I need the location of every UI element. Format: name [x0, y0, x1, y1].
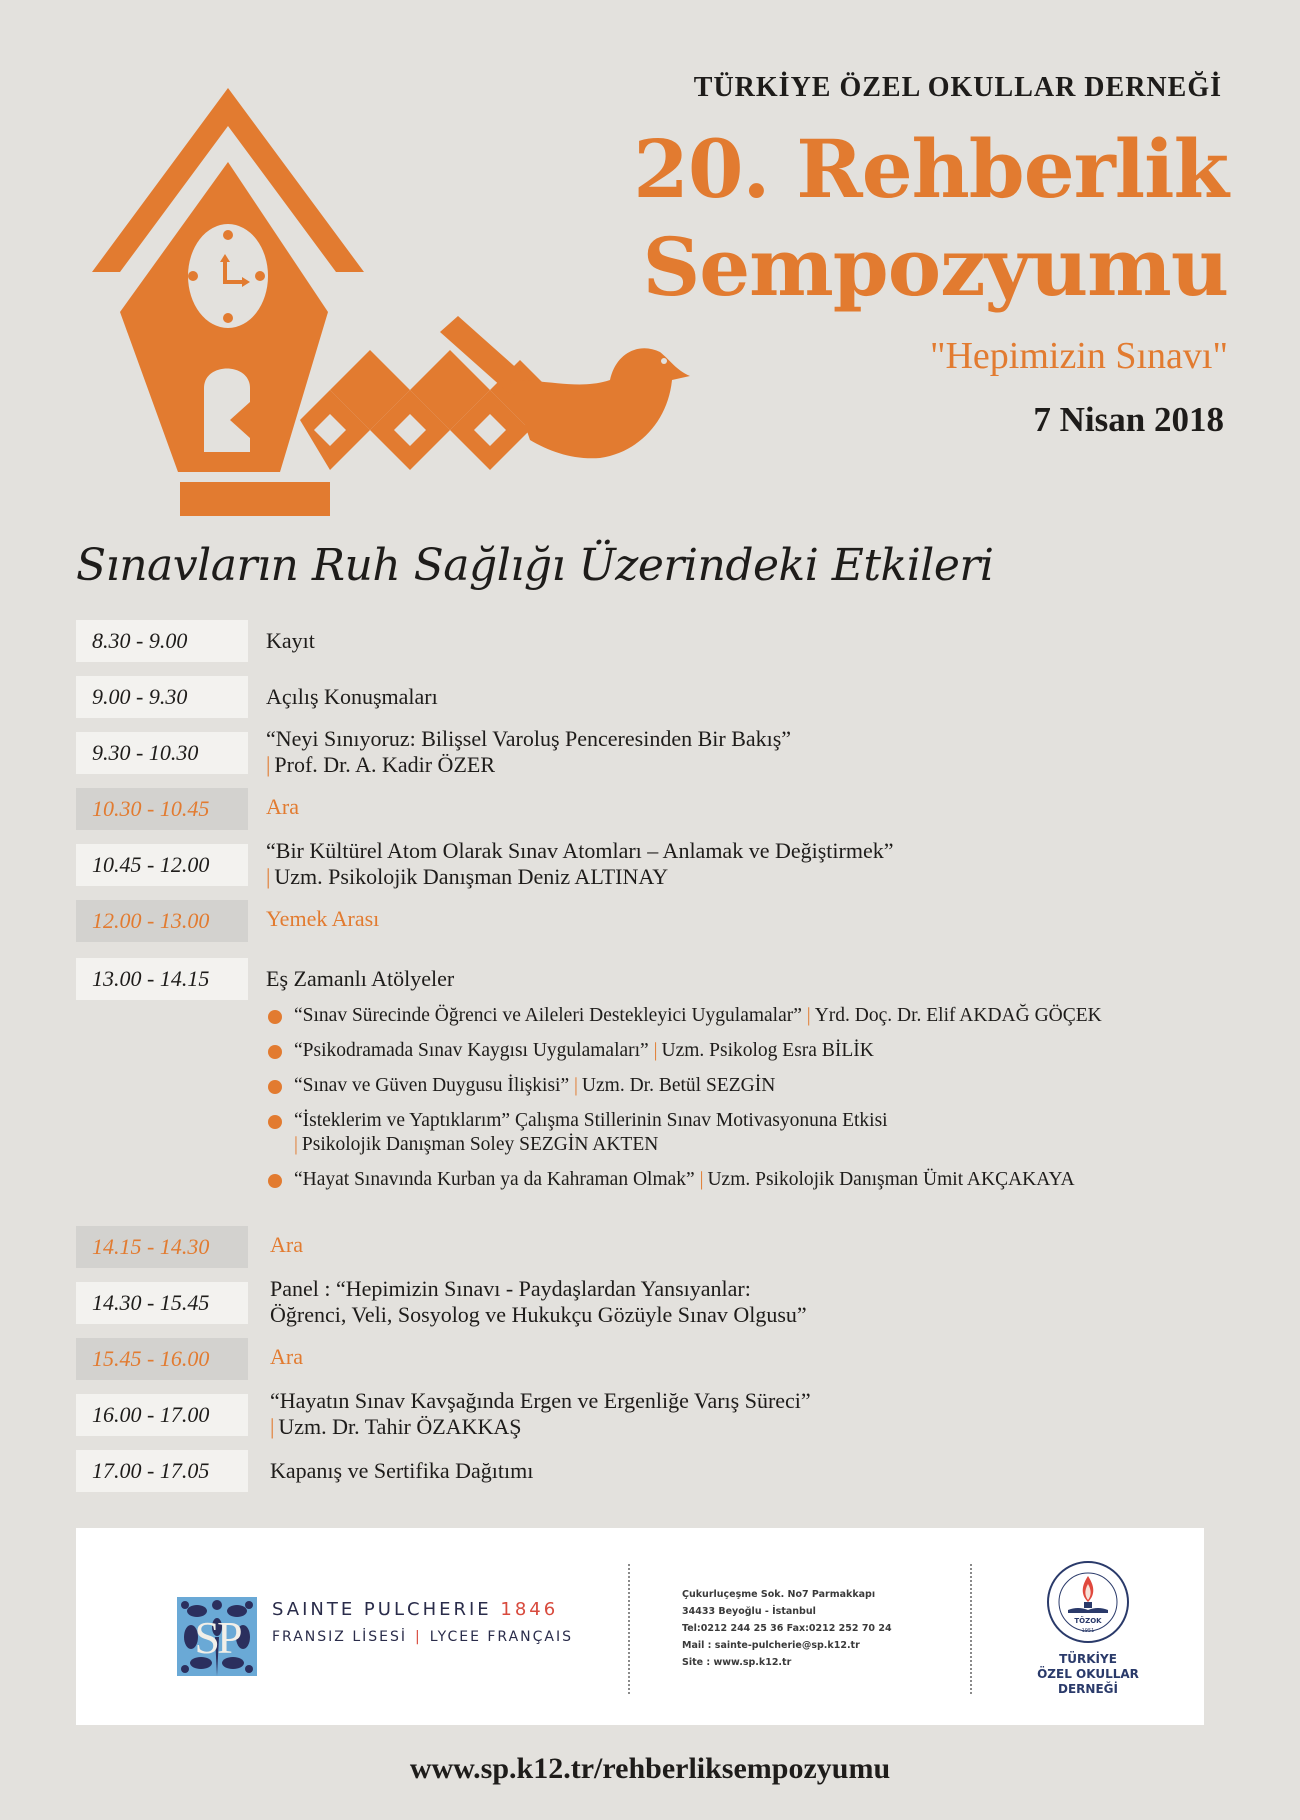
workshop-title: “Sınav Sürecinde Öğrenci ve Aileleri Destekleyici Uygulamalar” [294, 1005, 802, 1026]
time-slot: 9.00 - 9.30 [76, 676, 248, 718]
session-title: “Bir Kültürel Atom Olarak Sınav Atomları – Anlamak ve Değiştirmek” [266, 838, 894, 863]
address-line-1: Çukurluçeşme Sok. No7 Parmakkapı [682, 1589, 876, 1600]
session-speaker [266, 864, 893, 890]
tozok-name [1006, 1652, 1170, 1697]
session-title: Eş Zamanlı Atölyeler [266, 966, 455, 991]
workshop-item [268, 1074, 775, 1098]
workshop-item [268, 1004, 1102, 1028]
site: Site : www.sp.k12.tr [682, 1657, 792, 1668]
time-slot: 10.30 - 10.45 [76, 788, 248, 830]
session-title: “Hayatın Sınav Kavşağında Ergen ve Ergenliğe Varış Süreci” [270, 1388, 811, 1413]
separator: | [294, 1134, 298, 1155]
session-description [266, 726, 791, 778]
speaker-name: Prof. Dr. A. Kadir ÖZER [274, 752, 495, 777]
title-line-2: Sempozyumu [642, 220, 1228, 314]
break-title: Ara [266, 794, 299, 819]
time-slot: 12.00 - 13.00 [76, 900, 248, 942]
workshop-speaker: Psikolojik Danışman Soley SEZGİN AKTEN [301, 1134, 659, 1155]
school-sub-right: LYCEE FRANÇAIS [429, 1629, 573, 1645]
workshop-speaker: Uzm. Dr. Betül SEZGİN [581, 1075, 776, 1096]
speaker-name: Uzm. Psikolojik Danışman Deniz ALTINAY [274, 864, 669, 889]
workshop-speaker-line [294, 1133, 888, 1157]
time-slot: 13.00 - 14.15 [76, 958, 248, 1000]
tozok-year: 1951 [1081, 1628, 1095, 1634]
session-title: Açılış Konuşmaları [266, 684, 438, 709]
bullet-icon [268, 1010, 282, 1024]
session-title: Kayıt [266, 628, 315, 653]
bullet-icon [268, 1080, 282, 1094]
workshop-item [268, 1168, 1075, 1192]
school-subtitle [272, 1629, 573, 1645]
tozok-line-2: ÖZEL OKULLAR DERNEĞİ [1037, 1667, 1139, 1696]
time-slot: 14.30 - 15.45 [76, 1282, 248, 1324]
birdhouse-illustration [80, 80, 800, 530]
section-title: Sınavların Ruh Sağlığı Üzerindeki Etkileri [76, 540, 994, 591]
organization-title: TÜRKİYE ÖZEL OKULLAR DERNEĞİ [693, 72, 1222, 103]
separator: | [806, 1005, 811, 1026]
school-name [272, 1599, 558, 1620]
session-speaker [270, 1414, 811, 1440]
session-description [266, 838, 893, 890]
separator: | [574, 1075, 578, 1096]
tozok-line-1: TÜRKİYE [1059, 1652, 1117, 1666]
workshop-speaker: Yrd. Doç. Dr. Elif AKDAĞ GÖÇEK [814, 1005, 1102, 1026]
separator: | [415, 1629, 422, 1645]
separator: | [266, 864, 271, 889]
divider [628, 1564, 630, 1694]
break-title: Ara [270, 1232, 303, 1257]
workshop-title: “İsteklerim ve Yaptıklarım” Çalışma Stillerinin Sınav Motivasyonuna Etkisi [294, 1110, 888, 1131]
tozok-seal-icon [1046, 1560, 1130, 1644]
session-speaker [266, 752, 791, 778]
session-description [270, 1388, 811, 1440]
session-description [270, 1276, 807, 1328]
workshop-item [268, 1109, 888, 1157]
bullet-icon [268, 1045, 282, 1059]
workshop-title: “Psikodramada Sınav Kaygısı Uygulamaları” [294, 1040, 649, 1061]
workshop-title: “Sınav ve Güven Duygusu İlişkisi” [294, 1075, 570, 1096]
workshop-item [268, 1039, 874, 1063]
website-link[interactable]: www.sp.k12.tr/rehberliksempozyumu [409, 1752, 891, 1785]
time-slot: 14.15 - 14.30 [76, 1226, 248, 1268]
session-title: Panel : “Hepimizin Sınavı - Paydaşlardan Yansıyanlar: [270, 1276, 751, 1301]
time-slot: 16.00 - 17.00 [76, 1394, 248, 1436]
school-sub-left: FRANSIZ LİSESİ [272, 1629, 407, 1645]
symposium-subtitle: "Hepimizin Sınavı" [929, 335, 1228, 377]
bird-icon [510, 348, 690, 458]
session-title-line-2: Öğrenci, Veli, Sosyolog ve Hukukçu Gözüyle Sınav Olgusu” [270, 1302, 807, 1327]
session-title: Kapanış ve Sertifika Dağıtımı [270, 1458, 534, 1483]
address-line-2: 34433 Beyoğlu - İstanbul [682, 1606, 816, 1617]
workshop-speaker: Uzm. Psikolog Esra BİLİK [661, 1040, 874, 1061]
time-slot: 15.45 - 16.00 [76, 1338, 248, 1380]
bullet-icon [268, 1115, 282, 1129]
separator: | [270, 1414, 275, 1439]
tozok-abbr: TÖZOK [1074, 1617, 1102, 1625]
speaker-name: Uzm. Dr. Tahir ÖZAKKAŞ [278, 1414, 522, 1439]
break-title: Yemek Arası [266, 906, 380, 931]
contact-info [682, 1586, 892, 1671]
break-title: Ara [270, 1344, 303, 1369]
sponsor-footer [76, 1528, 1204, 1725]
clock-icon [188, 224, 268, 328]
time-slot: 8.30 - 9.00 [76, 620, 248, 662]
separator: | [699, 1169, 704, 1190]
separator: | [266, 752, 271, 777]
session-title: “Neyi Sınıyoruz: Bilişsel Varoluş Penceresinden Bir Bakış” [266, 726, 792, 751]
school-year: 1846 [500, 1599, 559, 1620]
event-date: 7 Nisan 2018 [1033, 400, 1224, 439]
bullet-icon [268, 1174, 282, 1188]
phone-fax: Tel:0212 244 25 36 Fax:0212 252 70 24 [682, 1623, 892, 1634]
sp-logo-letters: SP [194, 1612, 240, 1663]
separator: | [653, 1040, 658, 1061]
time-slot: 17.00 - 17.05 [76, 1450, 248, 1492]
email: Mail : sainte-pulcherie@sp.k12.tr [682, 1640, 860, 1651]
sainte-pulcherie-logo [177, 1597, 257, 1676]
school-name-text: SAINTE PULCHERIE [272, 1599, 492, 1620]
time-slot: 10.45 - 12.00 [76, 844, 248, 886]
workshop-title: “Hayat Sınavında Kurban ya da Kahraman Olmak” [294, 1169, 695, 1190]
birdhouse-base-icon [180, 482, 330, 516]
workshop-speaker: Uzm. Psikolojik Danışman Ümit AKÇAKAYA [707, 1169, 1075, 1190]
time-slot: 9.30 - 10.30 [76, 732, 248, 774]
divider [970, 1564, 972, 1694]
title-line-1: 20. Rehberlik [633, 122, 1228, 216]
